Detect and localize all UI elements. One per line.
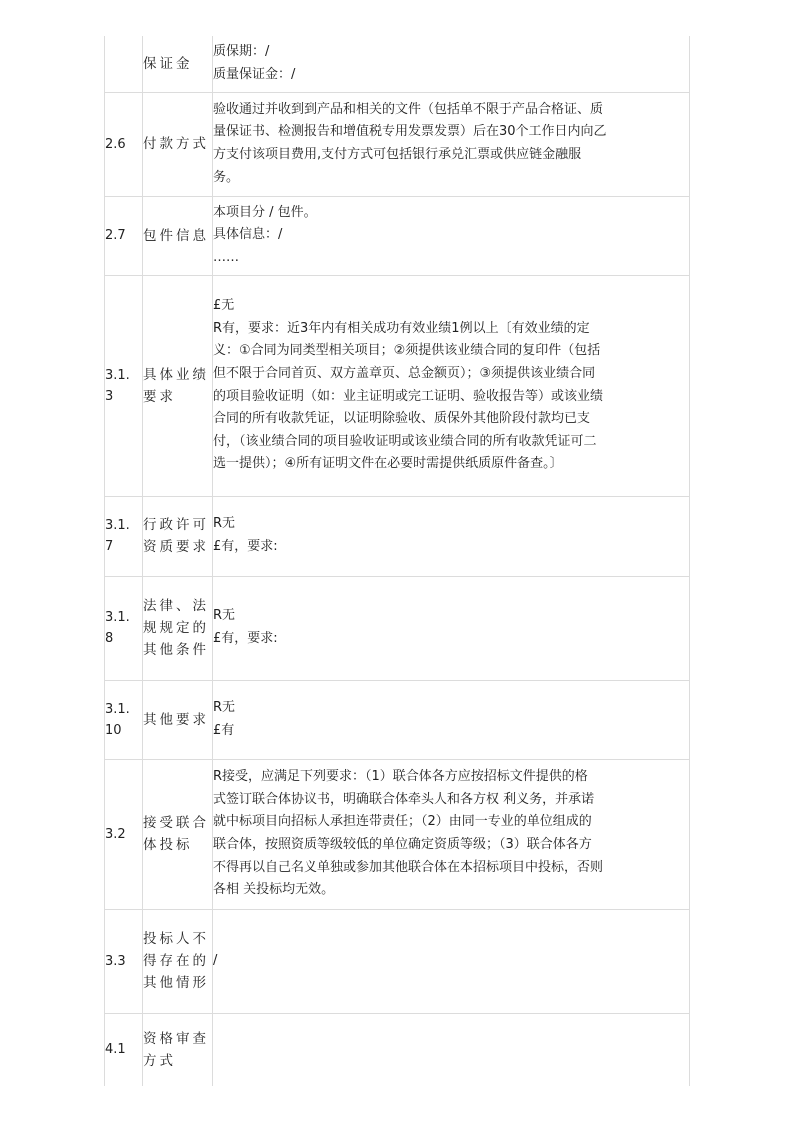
content-line: R接受，应满足下列要求：（1）联合体各方应按招标文件提供的格	[213, 769, 588, 785]
content-line: 具体信息：/	[213, 227, 283, 243]
content-line: 就中标项目向招标人承担连带责任；（2）由同一专业的单位组成的	[213, 814, 592, 830]
table-row	[105, 92, 690, 196]
table-row	[105, 496, 690, 576]
content-line: ……	[213, 249, 239, 265]
content-line: 但不限于合同首页、双方盖章页、总金额页）；③须提供该业绩合同	[213, 365, 596, 381]
clause-content	[213, 36, 690, 92]
table-row	[105, 759, 690, 909]
clause-name: 投标人不得存在的其他情形	[143, 909, 213, 1013]
clause-content	[213, 275, 690, 496]
clause-number	[105, 36, 143, 92]
content-line: 合同的所有收款凭证，以证明除验收、质保外其他阶段付款均已支	[213, 411, 591, 427]
requirements-table-body	[105, 36, 690, 1086]
clause-content	[213, 1013, 690, 1086]
clause-name: 行政许可资质要求	[143, 496, 213, 576]
content-line: 方支付该项目费用,支付方式可包括银行承兑汇票或供应链金融服	[213, 147, 582, 162]
document-page	[104, 36, 689, 1086]
clause-content	[213, 680, 690, 759]
content-line: R无	[213, 699, 236, 715]
clause-content	[213, 92, 690, 196]
content-line: 验收通过并收到到产品和相关的文件（包括单不限于产品合格证、质	[213, 101, 604, 117]
content-line: /	[213, 952, 218, 968]
content-line: £有	[213, 722, 235, 738]
content-line: 联合体，按照资质等级较低的单位确定资质等级；（3）联合体各方	[213, 837, 592, 852]
clause-number: 3.3	[105, 909, 143, 1013]
clause-name: 法律、法规规定的其他条件	[143, 576, 213, 680]
clause-content	[213, 759, 690, 909]
clause-name: 付款方式	[143, 92, 213, 196]
clause-content	[213, 909, 690, 1013]
clause-number: 4.1	[105, 1013, 143, 1086]
clause-name: 具体业绩要求	[143, 275, 213, 496]
content-line: £有，要求:	[213, 539, 278, 554]
content-line: 务。	[213, 169, 240, 185]
clause-number: 3.1.7	[105, 496, 143, 576]
content-line: 的项目验收证明（如：业主证明或完工证明、验收报告等）或该业绩	[213, 388, 604, 404]
clause-name: 包件信息	[143, 196, 213, 275]
clause-number: 3.1.8	[105, 576, 143, 680]
content-line: R有，要求：近3年内有相关成功有效业绩1例以上〔有效业绩的定	[213, 320, 590, 336]
content-line: R无	[213, 608, 236, 624]
clause-number: 3.1.10	[105, 680, 143, 759]
content-line: 质保期：/	[213, 44, 270, 60]
clause-name: 资格审查方式	[143, 1013, 213, 1086]
clause-name: 接受联合体投标	[143, 759, 213, 909]
clause-number: 3.1.3	[105, 275, 143, 496]
table-row	[105, 576, 690, 680]
table-row	[105, 680, 690, 759]
content-line: 本项目分 / 包件。	[213, 204, 317, 220]
clause-name: 保证金	[143, 36, 213, 92]
clause-content	[213, 196, 690, 275]
clause-content	[213, 576, 690, 680]
content-line: R无	[213, 516, 236, 532]
table-row	[105, 36, 690, 92]
content-line: 质量保证金：/	[213, 66, 296, 82]
table-row	[105, 196, 690, 275]
content-line: 选一提供）；④所有证明文件在必要时需提供纸质原件备查。〕	[213, 456, 563, 472]
content-line: 量保证书、检测报告和增值税专用发票发票）后在30个工作日内向乙	[213, 124, 607, 140]
content-line: 付，（该业绩合同的项目验收证明或该业绩合同的所有收款凭证可二	[213, 433, 597, 449]
clause-content	[213, 496, 690, 576]
table-row	[105, 1013, 690, 1086]
content-line: £无	[213, 298, 235, 314]
table-row	[105, 275, 690, 496]
requirements-table	[104, 36, 690, 1086]
table-row	[105, 909, 690, 1013]
content-line: 式签订联合体协议书，明确联合体牵头人和各方权 利义务，并承诺	[213, 791, 595, 807]
clause-number: 2.7	[105, 196, 143, 275]
content-line: 义：①合同为同类型相关项目；②须提供该业绩合同的复印件（包括	[213, 343, 601, 359]
clause-number: 3.2	[105, 759, 143, 909]
clause-number: 2.6	[105, 92, 143, 196]
content-line: 各相 关投标均无效。	[213, 882, 335, 898]
clause-name: 其他要求	[143, 680, 213, 759]
content-line: £有，要求:	[213, 631, 278, 646]
content-line: 不得再以自己名义单独或参加其他联合体在本招标项目中投标，否则	[213, 859, 604, 875]
